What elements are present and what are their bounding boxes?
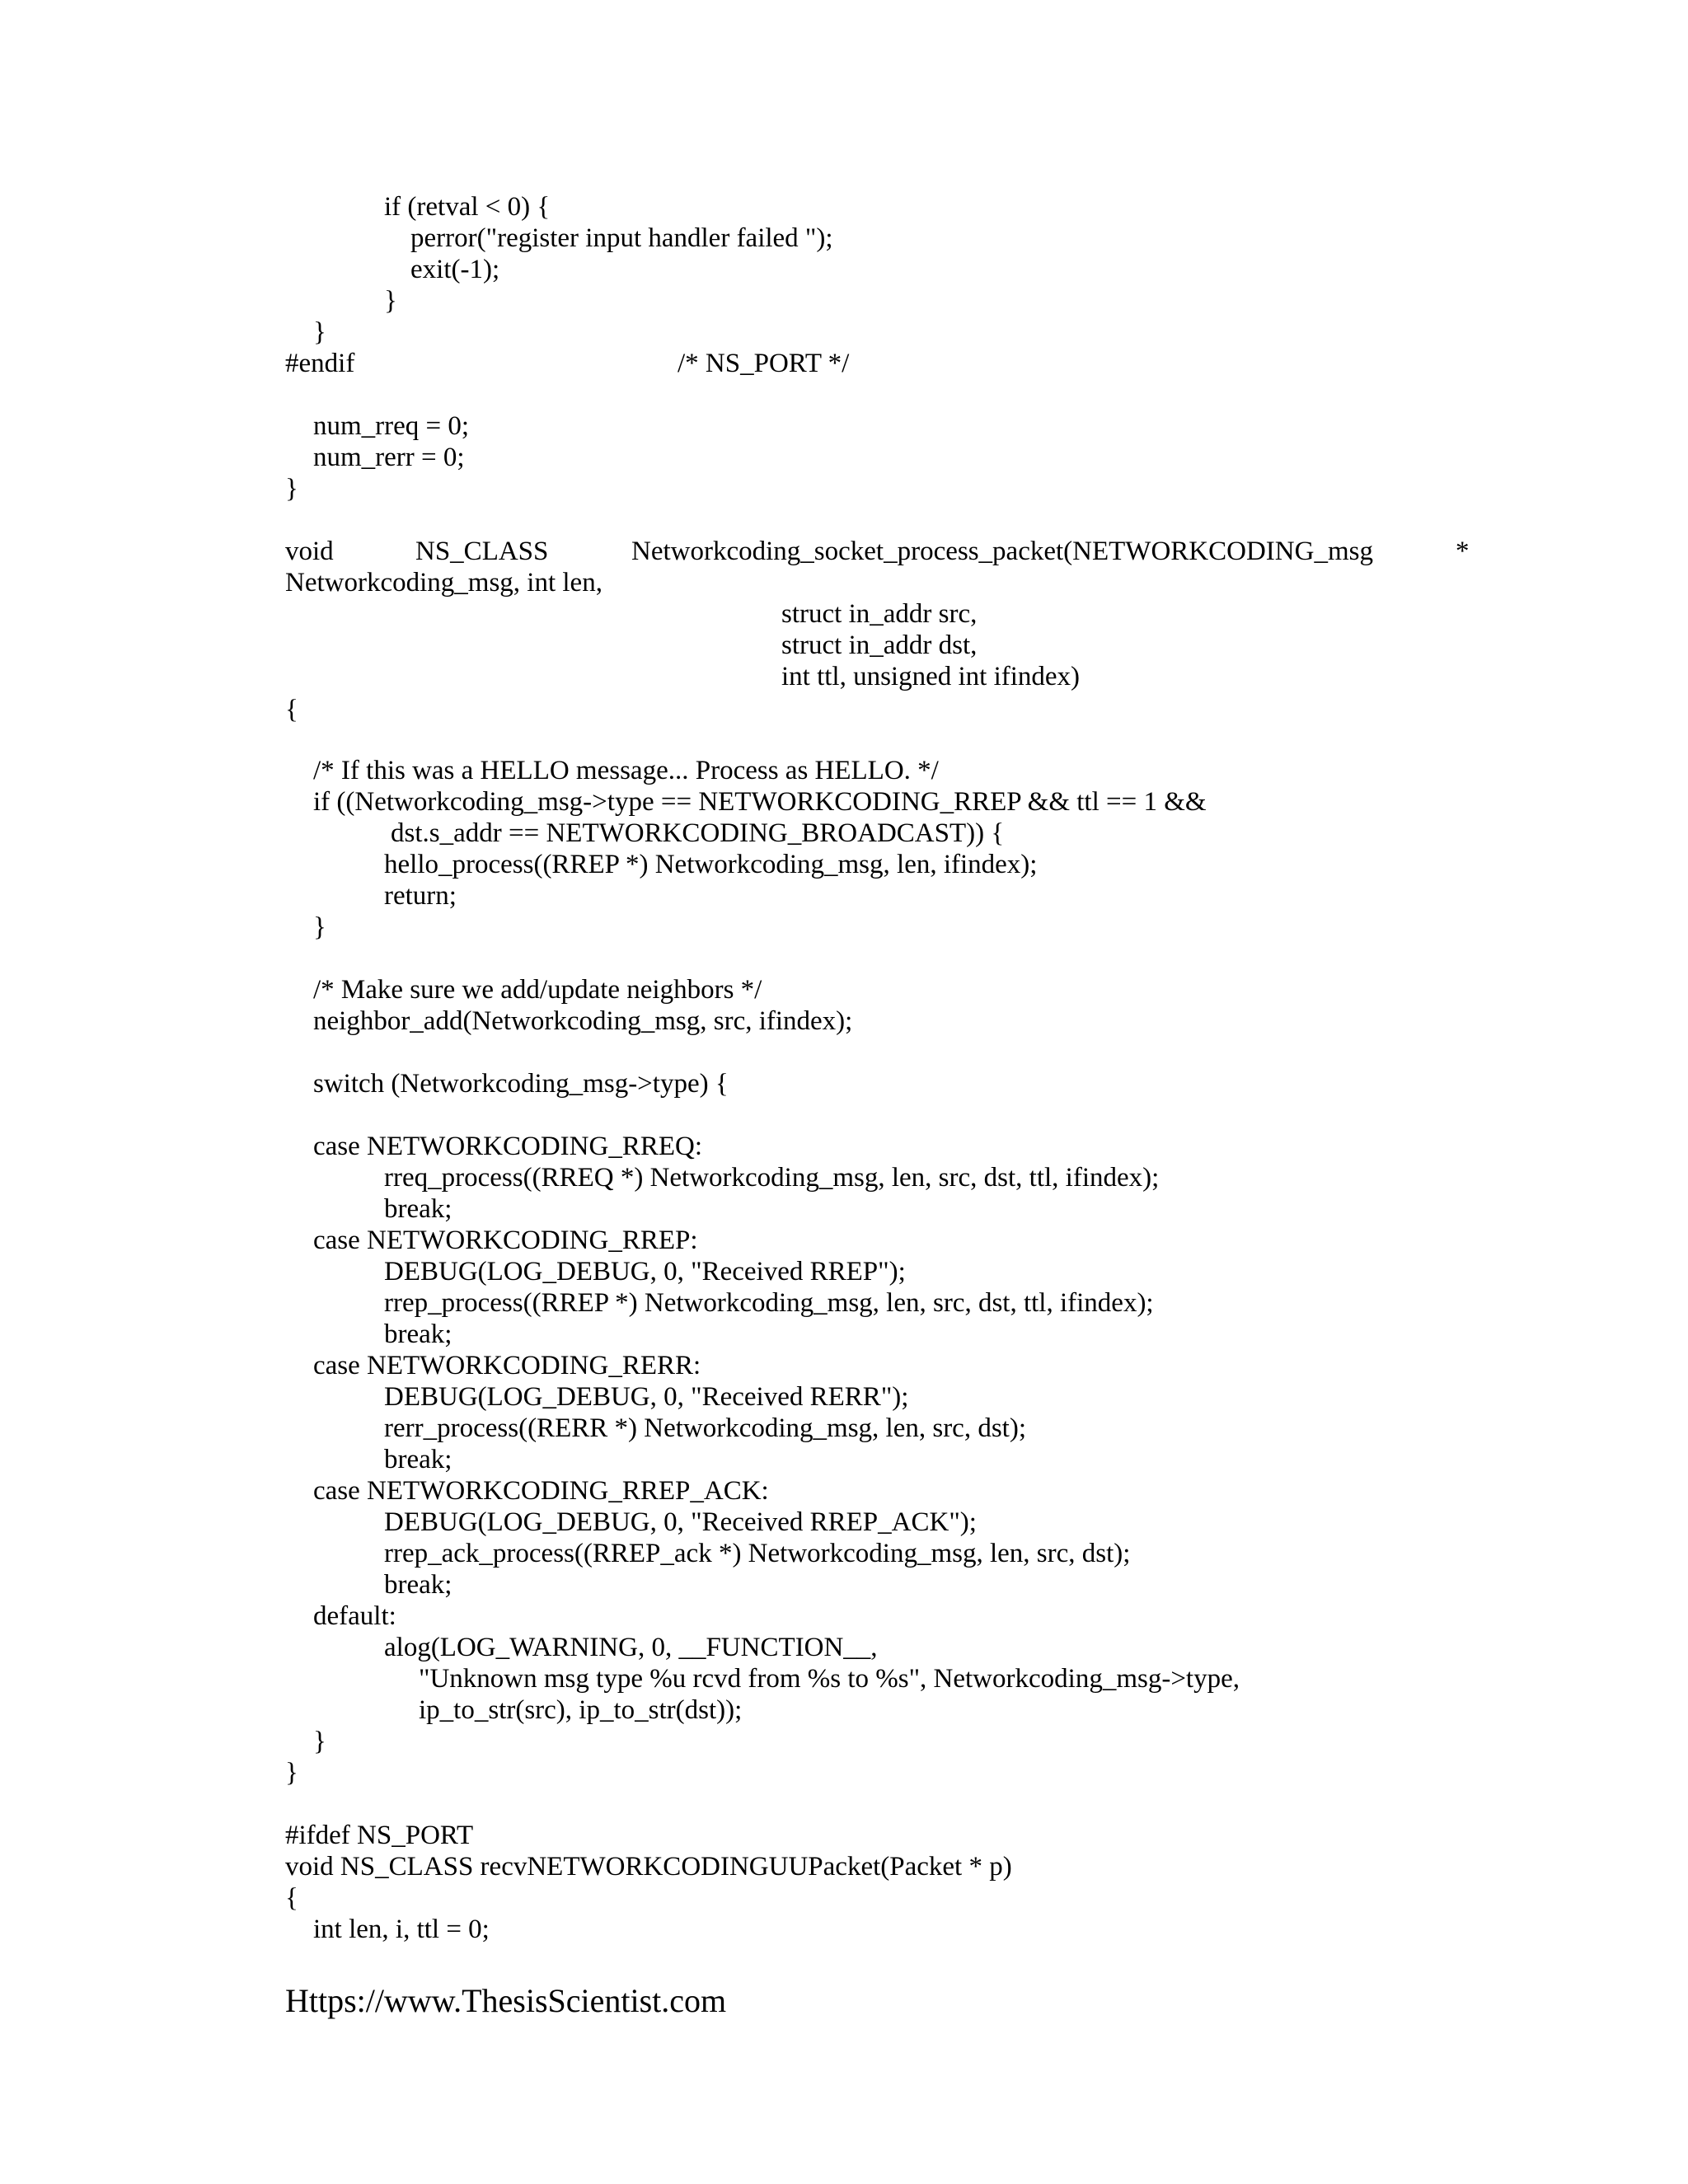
code-line: break; — [384, 1570, 452, 1600]
code-line: Networkcoding_msg, int len, — [285, 568, 603, 598]
code-line: } — [313, 912, 326, 942]
code-line: } — [285, 474, 298, 504]
code-line: case NETWORKCODING_RREP: — [313, 1226, 698, 1255]
code-line: struct in_addr src, — [781, 599, 978, 629]
code-line: "Unknown msg type %u rcvd from %s to %s", Networkcoding_msg->type, — [419, 1664, 1240, 1694]
code-line: } — [313, 1727, 326, 1756]
code-line: rerr_process((RERR *) Networkcoding_msg, len, src, dst); — [384, 1413, 1026, 1443]
code-line: default: — [313, 1601, 396, 1631]
code-line: int ttl, unsigned int ifindex) — [781, 662, 1081, 691]
code-line: break; — [384, 1319, 452, 1349]
code-line: } — [285, 1758, 298, 1788]
code-line: num_rerr = 0; — [313, 443, 465, 472]
code-token: * — [1456, 537, 1470, 566]
code-line: alog(LOG_WARNING, 0, __FUNCTION__, — [384, 1633, 878, 1662]
code-line: DEBUG(LOG_DEBUG, 0, "Received RREP_ACK"); — [384, 1507, 977, 1537]
code-token: Networkcoding_socket_process_packet(NETWORKCODING_msg — [631, 537, 1373, 566]
code-line: perror("register input handler failed "); — [410, 223, 833, 253]
code-line: return; — [384, 881, 457, 911]
code-line: ip_to_str(src), ip_to_str(dst)); — [419, 1695, 743, 1725]
code-line: hello_process((RREP *) Networkcoding_msg, len, ifindex); — [384, 850, 1038, 879]
code-line: rrep_process((RREP *) Networkcoding_msg, len, src, dst, ttl, ifindex); — [384, 1288, 1154, 1318]
code-line: if ((Networkcoding_msg->type == NETWORKCODING_RREP && ttl == 1 && — [313, 787, 1207, 817]
code-line: DEBUG(LOG_DEBUG, 0, "Received RREP"); — [384, 1257, 906, 1286]
code-line: { — [285, 1883, 298, 1913]
footer-url: Https://www.ThesisScientist.com — [285, 1982, 727, 2019]
code-token: void — [285, 537, 334, 566]
code-line: break; — [384, 1194, 452, 1224]
code-line: void NS_CLASS recvNETWORKCODINGUUPacket(Packet * p) — [285, 1852, 1012, 1882]
code-comment: /* Make sure we add/update neighbors */ — [313, 975, 762, 1005]
code-line: case NETWORKCODING_RREQ: — [313, 1132, 703, 1161]
code-line: neighbor_add(Networkcoding_msg, src, ifindex); — [313, 1006, 853, 1036]
code-line: rrep_ack_process((RREP_ack *) Networkcoding_msg, len, src, dst); — [384, 1539, 1131, 1568]
code-line: case NETWORKCODING_RERR: — [313, 1351, 701, 1380]
code-line: } — [313, 317, 326, 347]
code-line: case NETWORKCODING_RREP_ACK: — [313, 1476, 769, 1506]
code-line: switch (Networkcoding_msg->type) { — [313, 1069, 729, 1099]
code-line: num_rreq = 0; — [313, 411, 470, 441]
code-line: int len, i, ttl = 0; — [313, 1915, 490, 1944]
code-line: #ifdef NS_PORT — [285, 1821, 474, 1850]
code-line: #endif — [285, 349, 355, 378]
code-line: } — [384, 286, 397, 316]
code-line: DEBUG(LOG_DEBUG, 0, "Received RERR"); — [384, 1382, 909, 1412]
code-token: NS_CLASS — [415, 537, 549, 566]
code-line: break; — [384, 1445, 452, 1474]
code-comment: /* NS_PORT */ — [678, 349, 850, 378]
code-line: exit(-1); — [410, 255, 500, 284]
code-line: if (retval < 0) { — [384, 192, 551, 222]
code-line: dst.s_addr == NETWORKCODING_BROADCAST)) { — [391, 818, 1005, 848]
code-line: { — [285, 695, 298, 724]
code-comment: /* If this was a HELLO message... Process as HELLO. */ — [313, 756, 939, 785]
code-line: struct in_addr dst, — [781, 630, 978, 660]
code-line: rreq_process((RREQ *) Networkcoding_msg, len, src, dst, ttl, ifindex); — [384, 1163, 1160, 1193]
